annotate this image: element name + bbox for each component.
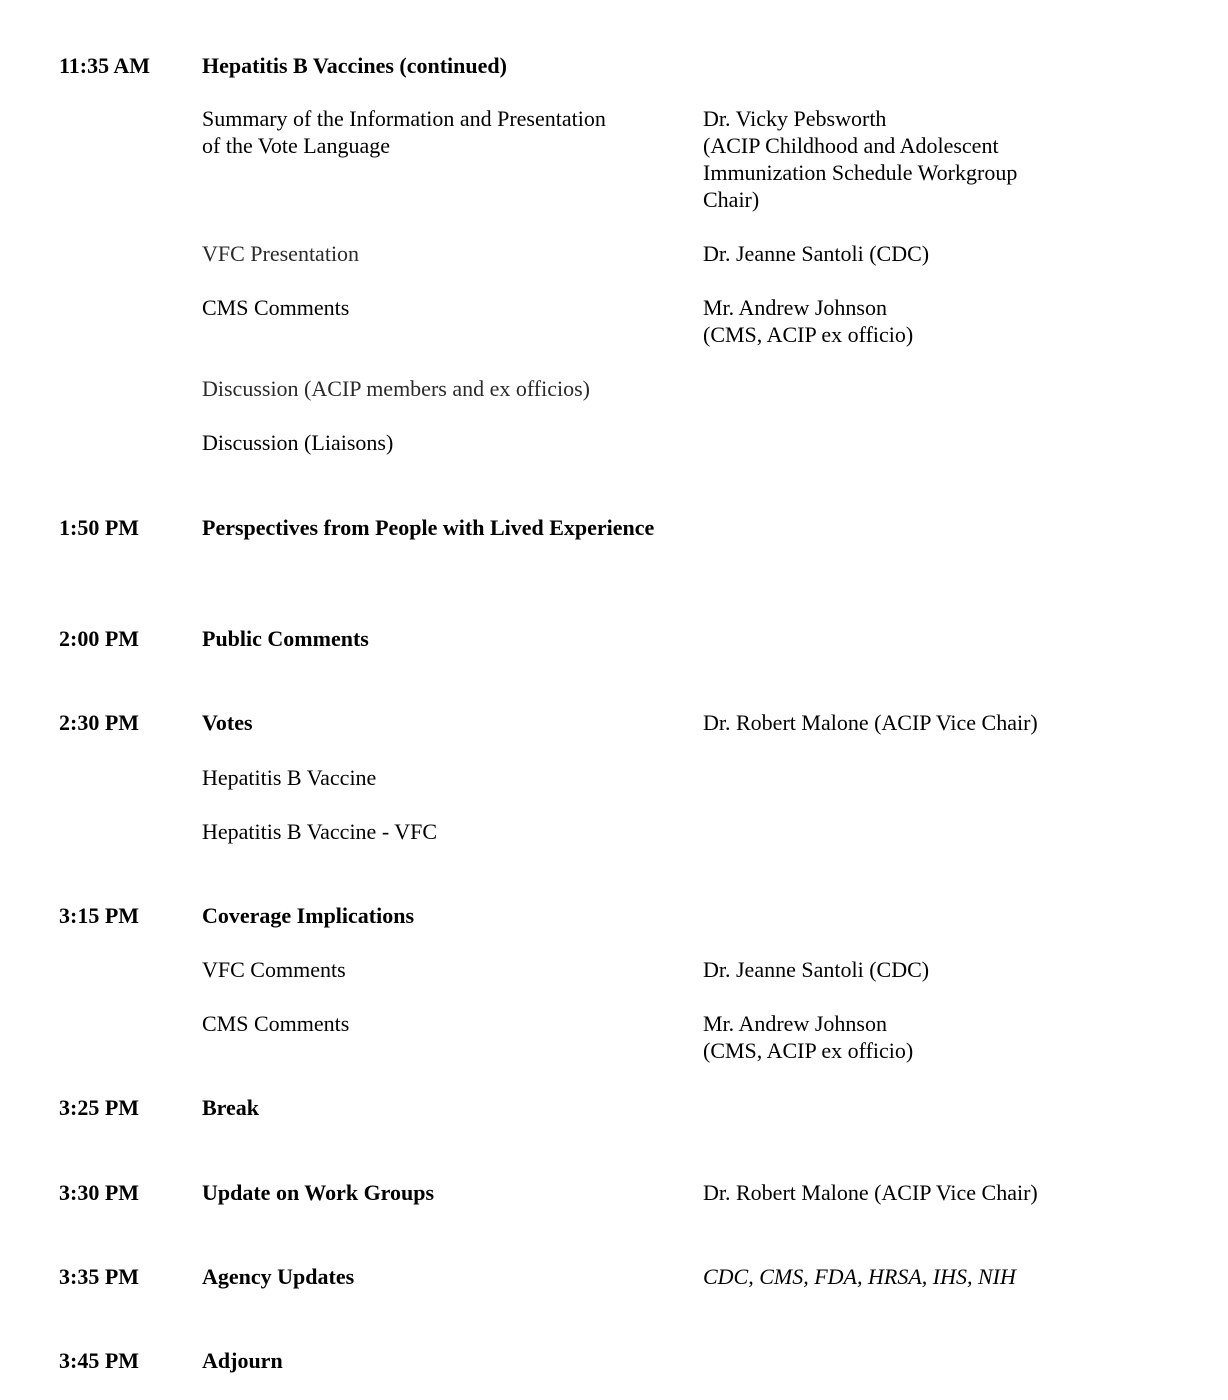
- agenda-item-speaker: Immunization Schedule Workgroup: [703, 160, 1018, 185]
- agenda-item-speaker: Mr. Andrew Johnson: [703, 295, 887, 320]
- agenda-item-speaker: Mr. Andrew Johnson: [703, 1011, 887, 1036]
- session-speaker: CDC, CMS, FDA, HRSA, IHS, NIH: [703, 1264, 1016, 1289]
- session-time: 2:30 PM: [59, 710, 140, 735]
- session-time: 2:00 PM: [59, 626, 140, 651]
- agenda-item-label: Discussion (ACIP members and ex officios): [202, 376, 590, 401]
- session-title: Votes: [202, 710, 253, 735]
- session-time: 1:50 PM: [59, 515, 140, 540]
- session-speaker: Dr. Robert Malone (ACIP Vice Chair): [703, 710, 1038, 735]
- agenda-item-speaker: Dr. Vicky Pebsworth: [703, 106, 887, 131]
- agenda-item-speaker: Dr. Jeanne Santoli (CDC): [703, 241, 930, 266]
- agenda-item-label: CMS Comments: [202, 295, 350, 320]
- session-time: 3:35 PM: [59, 1264, 140, 1289]
- session-title: Agency Updates: [202, 1264, 355, 1289]
- agenda-item-label: of the Vote Language: [202, 133, 390, 158]
- agenda-item-speaker: (CMS, ACIP ex officio): [703, 1038, 914, 1063]
- session-title: Coverage Implications: [202, 903, 415, 928]
- session-title: Break: [202, 1095, 260, 1120]
- agenda-item-speaker: (ACIP Childhood and Adolescent: [703, 133, 999, 158]
- session-title: Perspectives from People with Lived Experience: [202, 515, 655, 540]
- agenda-item-speaker: Dr. Jeanne Santoli (CDC): [703, 957, 930, 982]
- session-title: Hepatitis B Vaccines (continued): [202, 53, 507, 78]
- session-title: Public Comments: [202, 626, 369, 651]
- agenda-item-label: Hepatitis B Vaccine - VFC: [202, 819, 438, 844]
- session-time: 3:25 PM: [59, 1095, 140, 1120]
- agenda-item-speaker: (CMS, ACIP ex officio): [703, 322, 914, 347]
- session-title: Adjourn: [202, 1348, 283, 1373]
- session-speaker: Dr. Robert Malone (ACIP Vice Chair): [703, 1180, 1038, 1205]
- session-time: 3:15 PM: [59, 903, 140, 928]
- agenda-item-label: Summary of the Information and Presentation: [202, 106, 606, 131]
- agenda-item-label: VFC Comments: [202, 957, 346, 982]
- agenda-item-label: Discussion (Liaisons): [202, 430, 394, 455]
- session-time: 3:45 PM: [59, 1348, 140, 1373]
- session-title: Update on Work Groups: [202, 1180, 435, 1205]
- session-time: 3:30 PM: [59, 1180, 140, 1205]
- agenda-item-label: VFC Presentation: [202, 241, 360, 266]
- session-time: 11:35 AM: [59, 53, 151, 78]
- agenda-item-speaker: Chair): [703, 187, 760, 212]
- agenda-item-label: Hepatitis B Vaccine: [202, 765, 377, 790]
- agenda-item-label: CMS Comments: [202, 1011, 350, 1036]
